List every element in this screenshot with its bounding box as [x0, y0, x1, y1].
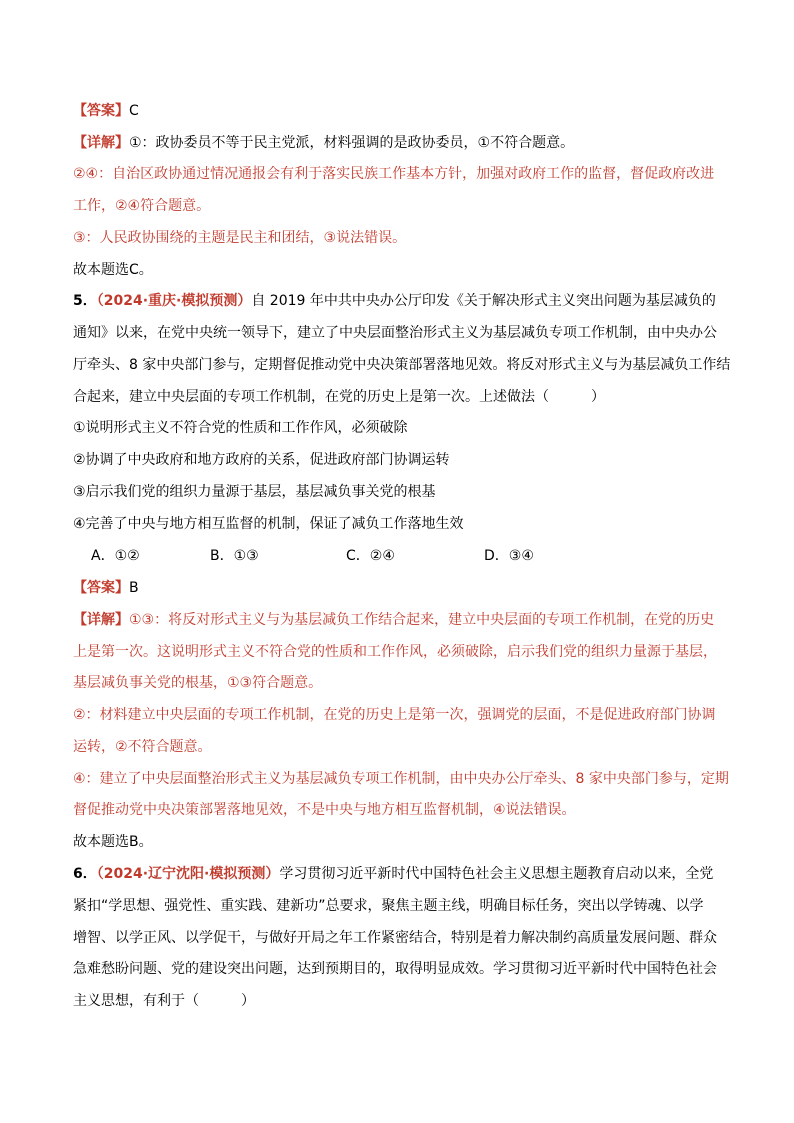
q4-conclusion: 故本题选C。 [73, 262, 153, 278]
q5-item-1: ①说明形式主义不符合党的性质和工作作风，必须破除 [73, 420, 408, 436]
q5-answer [73, 578, 139, 598]
q5-option-d: D．③④ [484, 548, 534, 564]
q5-item-4: ④完善了中央与地方相互监督的机制，保证了减负工作落地生效 [73, 516, 464, 532]
question-number: 6． [73, 866, 97, 882]
q5-conclusion: 故本题选B。 [73, 834, 153, 850]
q5-detail-line-1 [73, 610, 714, 630]
q4-detail-line-1 [73, 133, 574, 153]
detail-label: 【详解】 [73, 135, 129, 151]
q4-detail-line-4: ③：人民政协围绕的主题是民主和团结，③说法错误。 [73, 230, 407, 246]
question-stem: 学习贯彻习近平新时代中国特色社会主义思想主题教育启动以来，全党 [279, 866, 714, 882]
q5-option-a: A．①② [91, 548, 140, 564]
q5-item-3: ③启示我们党的组织力量源于基层，基层减负事关党的根基 [73, 484, 436, 500]
q5-stem-line-3: 厅牵头、8 家中央部门参与，定期督促推动党中央决策部署落地见效。将反对形式主义与为基层减负工作结 [73, 357, 731, 373]
q5-item-2: ②协调了中央政府和地方政府的关系，促进政府部门协调运转 [73, 452, 450, 468]
q4-detail-line-3: 工作，②④符合题意。 [73, 198, 211, 214]
detail-text: ①③：将反对形式主义与为基层减负工作结合起来，建立中央层面的专项工作机制，在党的历史 [129, 612, 715, 628]
q5-stem-line-4: 合起来，建立中央层面的专项工作机制，在党的历史上是第一次。上述做法（ ） [73, 389, 605, 405]
question-stem: 自 2019 年中共中央办公厅印发《关于解决形式主义突出问题为基层减负的 [251, 293, 716, 309]
q6-stem-line-2: 紧扣“学思想、强党性、重实践、建新功”总要求，聚焦主题主线，明确目标任务，突出以学铸魂、以学 [73, 898, 704, 914]
answer-value: B [129, 580, 139, 596]
q5-option-c: C．②④ [346, 548, 395, 564]
q5-detail-line-7: 督促推动党中央决策部署落地见效，不是中央与地方相互监督机制，④说法错误。 [73, 802, 576, 818]
q5-detail-line-6: ④：建立了中央层面整治形式主义为基层减负专项工作机制，由中央办公厅牵头、8 家中央部门参与，定期 [73, 771, 729, 787]
answer-value: C [129, 103, 139, 119]
q6-stem-line-1 [73, 864, 713, 884]
q5-detail-line-4: ②：材料建立中央层面的专项工作机制，在党的历史上是第一次，强调党的层面，不是促进政府部门协调 [73, 707, 716, 723]
detail-label: 【详解】 [73, 612, 129, 628]
q4-detail-line-2: ②④：自治区政协通过情况通报会有利于落实民族工作基本方针，加强对政府工作的监督，督促政府改进 [73, 166, 715, 182]
question-source: （2024·辽宁沈阳·模拟预测） [96, 866, 280, 882]
q4-answer [73, 101, 139, 121]
q5-detail-line-5: 运转，②不符合题意。 [73, 739, 212, 755]
q5-stem-line-1 [73, 291, 716, 311]
q6-stem-line-3: 增智、以学正风、以学促干，与做好开局之年工作紧密结合，特别是着力解决制约高质量发展问题、群众 [73, 930, 717, 946]
q5-option-b: B．①③ [210, 548, 259, 564]
question-number: 5． [73, 293, 97, 309]
q5-stem-line-2: 通知》以来，在党中央统一领导下，建立了中央层面整治形式主义为基层减负专项工作机制，由中央办公 [73, 325, 717, 341]
answer-label: 【答案】 [73, 103, 129, 119]
q5-detail-line-3: 基层减负事关党的根基，①③符合题意。 [73, 675, 323, 691]
q5-detail-line-2: 上是第一次。这说明形式主义不符合党的性质和工作作风，必须破除，启示我们党的组织力量源于基层， [73, 644, 717, 660]
answer-label: 【答案】 [73, 580, 129, 596]
detail-text: ①：政协委员不等于民主党派，材料强调的是政协委员，①不符合题意。 [129, 135, 575, 151]
question-source: （2024·重庆·模拟预测） [96, 293, 252, 309]
q6-stem-line-4: 急难愁盼问题、党的建设突出问题，达到预期目的，取得明显成效。学习贯彻习近平新时代中国特色社会 [73, 961, 717, 977]
q6-stem-line-5: 主义思想，有利于（ ） [73, 993, 255, 1009]
